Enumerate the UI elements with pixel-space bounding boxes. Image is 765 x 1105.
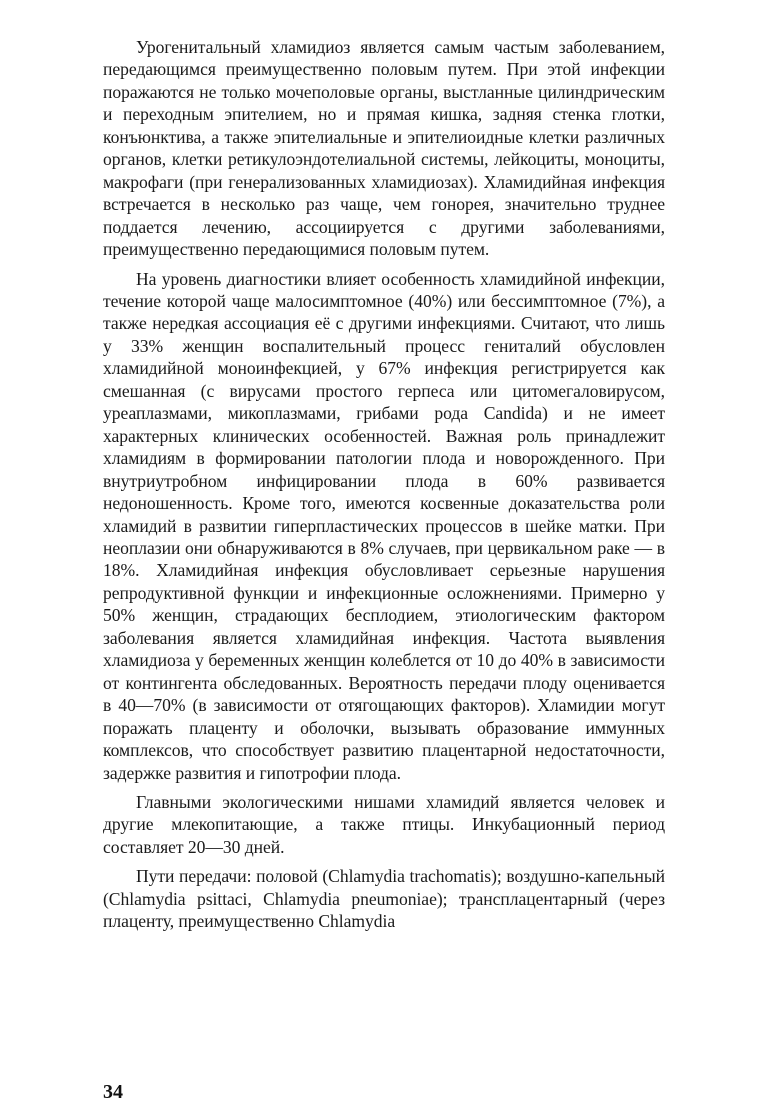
paragraph-ecological-niches: Главными экологическими нишами хламидий является человек и другие млекопитающие, а также птицы. Инкубационный период составляет 20—30 дней. — [103, 791, 665, 857]
paragraph-transmission-routes: Пути передачи: половой (Chlamydia trachomatis); воздушно-капельный (Chlamydia psittaci, Chlamydia pneumoniae); трансплацентарный (через плаценту, преимущественно Chlamydia — [103, 866, 665, 932]
paragraph-diagnostics: На уровень диагностики влияет особенность хламидийной инфекции, течение которой чаще малосимптомное (40%) или бессимптомное (7%), а также нередкая ассоциация её с другими инфекциями. Считают, что лишь у 33% женщин воспалительный процесс гениталий обусловлен хламидийной моноинфекцией, у 67% инфекция регистрируется как смешанная (с вирусами простого герпеса или цитомегаловирусом, уреаплазмами, микоплазмами, грибами рода Candida) и не имеет характерных клинических особенностей. Важная роль принадлежит хламидиям в формировании патологии плода и новорожденного. При внутриутробном инфицировании плода в 60% развивается недоношенность. Кроме того, имеются косвенные доказательства роли хламидий в развитии гиперпластических процессов в шейке матки. При неоплазии они обнаруживаются в 8% случаев, при цервикальном раке — в 18%. Хламидийная инфекция обусловливает серьезные нарушения репродуктивной функции и инфекционные осложнениями. Примерно у 50% женщин, страдающих бесплодием, этиологическим фактором заболевания является хламидийная инфекция. Частота выявления хламидиоза у беременных женщин колеблется от 10 до 40% в зависимости от контингента обследованных. Вероятность передачи плоду оценивается в 40—70% (в зависимости от отягощающих факторов). Хламидии могут поражать плаценту и оболочки, вызывать образование иммунных комплексов, что способствует развитию плацентарной недостаточности, задержке развития и гипотрофии плода. — [103, 268, 665, 783]
page-number: 34 — [103, 1081, 123, 1103]
document-page — [103, 36, 665, 933]
paragraph-urogenital-chlamydiosis: Урогенитальный хламидиоз является самым частым заболеванием, передающимся преимущественно половым путем. При этой инфекции поражаются не только мочеполовые органы, выстланные цилиндрическим и переходным эпителием, но и прямая кишка, задняя стенка глотки, конъюнктива, а также эпителиальные и эпителиоидные клетки различных органов, клетки ретикулоэндотелиальной системы, лейкоциты, моноциты, макрофаги (при генерализованных хламидиозах). Хламидийная инфекция встречается в несколько раз чаще, чем гонорея, значительно труднее поддается лечению, ассоциируется с другими заболеваниями, преимущественно передающимися половым путем. — [103, 37, 665, 260]
